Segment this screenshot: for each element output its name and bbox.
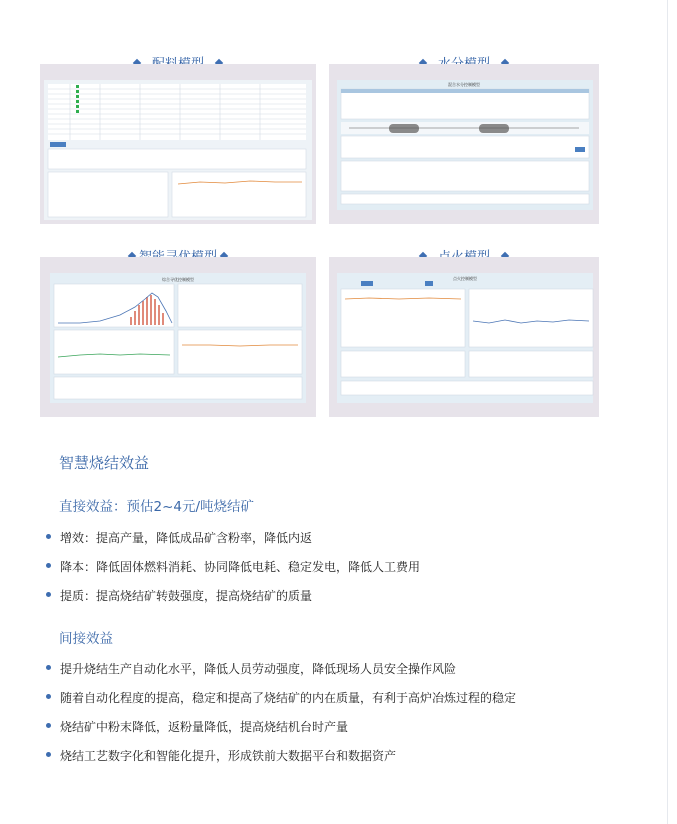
moisture-inner-title: 混合水分控制模型 (448, 82, 480, 87)
ignition-table-right (469, 351, 593, 377)
ignition-query-button (425, 281, 433, 286)
page-right-rule (667, 0, 668, 824)
batching-table (48, 84, 306, 140)
moisture-params-table (341, 136, 589, 158)
optimization-model-screen (40, 257, 316, 417)
ignition-inner-title: 点火控制模型 (453, 276, 477, 281)
ignition-tab (361, 281, 373, 286)
ignition-chart-right (469, 289, 593, 347)
mixer-diagram (341, 122, 589, 134)
indirect-benefit-item: 随着自动化程度的提高，稳定和提高了烧结矿的内在质量，有利于高炉冶炼过程的稳定 (60, 691, 517, 705)
direct-benefits-heading: 直接效益：预估2~4元/吨烧结矿 (59, 499, 255, 515)
mixer-drum (479, 124, 509, 133)
bullet-icon (46, 563, 51, 568)
bullet-icon (46, 752, 51, 757)
moisture-model-screenshot (329, 64, 599, 224)
bullet-icon (46, 723, 51, 728)
moisture-detail-table (341, 161, 589, 191)
optimization-model-screenshot (40, 257, 316, 417)
direct-benefit-item: 增效：提高产量，降低成品矿含粉率，降低内返 (60, 531, 313, 545)
direct-benefit-item: 提质：提高烧结矿转鼓强度，提高烧结矿的质量 (60, 589, 313, 603)
indirect-benefits-heading: 间接效益 (59, 631, 113, 647)
batching-model-screen (40, 64, 316, 224)
ignition-model-screen (329, 257, 599, 417)
bullet-icon (46, 592, 51, 597)
ignition-model-screenshot (329, 257, 599, 417)
moisture-footer-table (341, 194, 589, 204)
trend-chart-right (178, 330, 302, 374)
moisture-table (341, 89, 589, 119)
ignition-table-left (341, 351, 465, 377)
bullet-icon (46, 534, 51, 539)
optimization-table (178, 284, 302, 327)
bullet-icon (46, 665, 51, 670)
direct-benefit-item: 降本：降低固体燃料消耗、协同降低电耗、稳定发电，降低人工费用 (60, 560, 421, 574)
benefits-title: 智慧烧结效益 (59, 454, 150, 472)
ignition-footer-table (341, 381, 593, 395)
mixer-drum (389, 124, 419, 133)
optimization-footer-table (54, 377, 302, 399)
batching-trend-chart (172, 172, 306, 217)
moisture-button (575, 147, 585, 152)
batching-button (50, 142, 66, 147)
indirect-benefit-item: 提升烧结生产自动化水平，降低人员劳动强度，降低现场人员安全操作风险 (60, 662, 457, 676)
indirect-benefit-item: 烧结工艺数字化和智能化提升，形成铁前大数据平台和数据资产 (60, 749, 397, 763)
optimization-inner-title: 综合寻优控制模型 (162, 277, 194, 282)
indirect-benefit-item: 烧结矿中粉末降低，返粉量降低，提高烧结机台时产量 (60, 720, 349, 734)
batching-left-table (48, 172, 168, 217)
bullet-icon (46, 694, 51, 699)
moisture-model-screen (329, 64, 599, 224)
batching-summary-table (48, 149, 306, 169)
trend-chart-left (54, 330, 174, 374)
batching-model-screenshot (40, 64, 316, 224)
ignition-chart-left (341, 289, 465, 347)
